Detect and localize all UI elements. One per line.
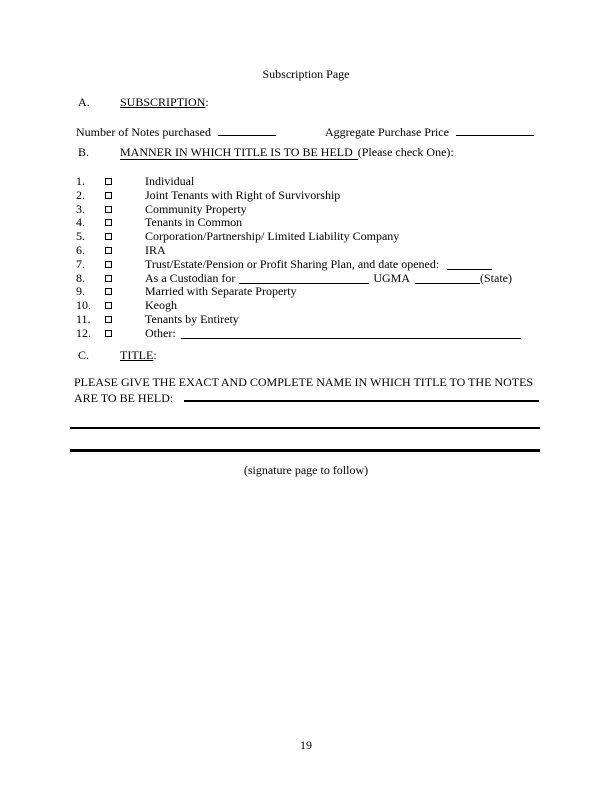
state-label: (State) xyxy=(480,270,512,285)
option-label: Tenants in Common xyxy=(145,215,243,230)
checkbox-ira[interactable] xyxy=(105,247,112,254)
section-c-colon: : xyxy=(153,348,157,362)
option-number: 9. xyxy=(76,284,85,299)
aggregate-price-field[interactable] xyxy=(456,124,534,136)
aggregate-price-row xyxy=(325,124,534,139)
list-item xyxy=(76,216,521,230)
section-a-title: SUBSCRIPTION xyxy=(120,95,206,109)
checkbox-keogh[interactable] xyxy=(105,302,112,309)
checkbox-trust-pension[interactable] xyxy=(105,261,112,268)
list-item xyxy=(76,327,521,341)
option-number: 6. xyxy=(76,242,85,257)
checkbox-other[interactable] xyxy=(105,330,112,337)
option-number: 12. xyxy=(76,325,91,340)
section-b-title: MANNER IN WHICH TITLE IS TO BE HELD xyxy=(120,145,358,160)
option-number: 3. xyxy=(76,201,85,216)
checkbox-community-property[interactable] xyxy=(105,206,112,213)
list-item xyxy=(76,299,521,313)
checkbox-individual[interactable] xyxy=(105,178,112,185)
notes-purchased-field[interactable] xyxy=(218,124,276,136)
option-number: 5. xyxy=(76,229,85,244)
option-label: Tenants by Entirety xyxy=(145,311,239,326)
list-item xyxy=(76,258,521,272)
section-c-letter: C. xyxy=(78,348,90,362)
option-number: 7. xyxy=(76,256,85,271)
title-name-field[interactable] xyxy=(184,389,539,402)
section-b-letter: B. xyxy=(78,145,90,159)
list-item xyxy=(76,272,521,286)
checkbox-corporation[interactable] xyxy=(105,233,112,240)
title-continuation-line[interactable] xyxy=(70,427,540,429)
option-label: Keogh xyxy=(145,298,177,313)
checkbox-joint-tenants[interactable] xyxy=(105,192,112,199)
option-label: Trust/Estate/Pension or Profit Sharing Plan, and date opened: xyxy=(145,256,440,271)
option-label: Joint Tenants with Right of Survivorship xyxy=(145,187,341,202)
aggregate-price-label: Aggregate Purchase Price xyxy=(325,125,449,139)
list-item xyxy=(76,313,521,327)
option-label: Corporation/Partnership/ Limited Liability Company xyxy=(145,229,400,244)
other-field[interactable] xyxy=(181,327,521,339)
title-instructions xyxy=(74,375,539,405)
option-label: Community Property xyxy=(145,201,247,216)
list-item xyxy=(76,230,521,244)
ugma-label: UGMA xyxy=(373,270,410,285)
section-c-heading xyxy=(78,348,157,362)
title-options-list xyxy=(76,175,521,341)
option-label: Married with Separate Property xyxy=(145,284,297,299)
list-item xyxy=(76,189,521,203)
checkbox-tenants-in-common[interactable] xyxy=(105,219,112,226)
list-item xyxy=(76,175,521,189)
option-label: Individual xyxy=(145,174,195,188)
section-b-heading xyxy=(78,145,454,159)
page-title: Subscription Page xyxy=(262,67,350,81)
section-a-letter: A. xyxy=(78,95,90,109)
list-item xyxy=(76,285,521,299)
option-label: As a Custodian for xyxy=(145,270,236,285)
list-item xyxy=(76,203,521,217)
date-opened-field[interactable] xyxy=(447,258,492,270)
title-instruction-line1: PLEASE GIVE THE EXACT AND COMPLETE NAME IN WHICH TITLE TO THE NOTES xyxy=(74,375,534,389)
ugma-state-field[interactable] xyxy=(415,272,480,284)
section-a-colon: : xyxy=(205,95,209,109)
title-instruction-line2: ARE TO BE HELD: xyxy=(74,391,174,405)
signature-note: (signature page to follow) xyxy=(243,463,369,477)
list-item xyxy=(76,244,521,258)
section-divider-line xyxy=(70,449,540,452)
notes-purchased-row xyxy=(76,124,276,139)
checkbox-married-separate[interactable] xyxy=(105,288,112,295)
notes-purchased-label: Number of Notes purchased xyxy=(76,125,211,139)
checkbox-custodian-ugma[interactable] xyxy=(105,275,112,282)
checkbox-tenants-entirety[interactable] xyxy=(105,316,112,323)
option-number: 2. xyxy=(76,187,85,202)
option-label: Other: xyxy=(145,325,176,340)
custodian-name-field[interactable] xyxy=(239,272,369,284)
page-number: 19 xyxy=(300,738,312,752)
option-number: 1. xyxy=(76,174,85,188)
section-a-heading xyxy=(78,95,209,109)
option-number: 4. xyxy=(76,215,85,230)
section-b-note: (Please check One): xyxy=(357,145,454,159)
section-c-title: TITLE xyxy=(120,348,154,362)
option-number: 10. xyxy=(76,298,91,313)
option-number: 8. xyxy=(76,270,85,285)
option-number: 11. xyxy=(76,311,91,326)
option-label: IRA xyxy=(145,242,166,257)
